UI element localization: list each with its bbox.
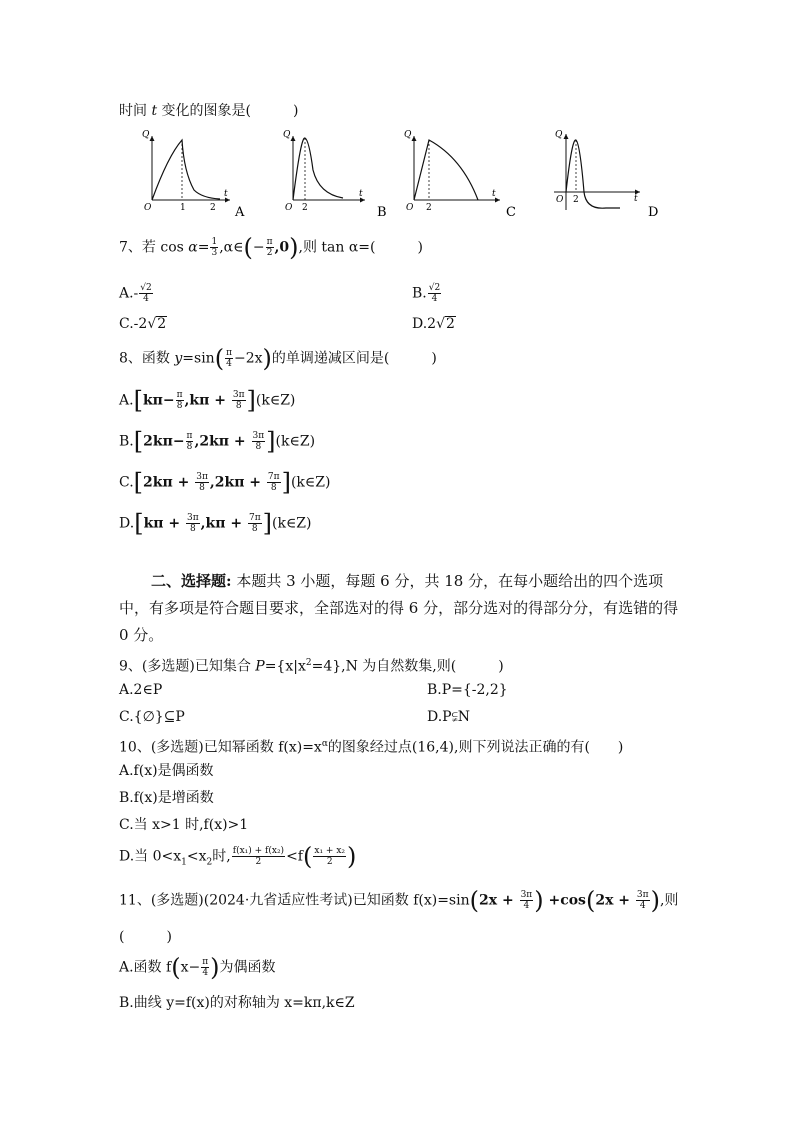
frac-den: 4	[226, 359, 232, 369]
frac-num: 3π	[520, 890, 533, 900]
option-text: ,2kπ +	[209, 474, 266, 491]
option-text: B.f(x)是增函数	[119, 790, 214, 806]
intro-text: 时间	[119, 103, 152, 119]
q9-stem	[119, 653, 504, 677]
paren-right: )	[347, 842, 357, 871]
bracket-left: [	[133, 468, 144, 497]
option-label: C.-2	[119, 316, 148, 332]
frac-num: √2	[140, 283, 152, 293]
option-fraction	[267, 472, 281, 493]
frac-den: 4	[143, 294, 149, 304]
bracket-left: [	[134, 509, 144, 538]
option-fraction	[313, 846, 346, 867]
paren-left: (	[585, 886, 596, 915]
option-fraction	[195, 472, 209, 493]
q7-option-b[interactable]	[412, 283, 442, 304]
frac-den: 2	[255, 857, 262, 867]
q11-fraction	[636, 890, 650, 911]
q9-option-b[interactable]	[427, 680, 508, 700]
paren-right: )	[262, 344, 272, 373]
q8-text: −2x	[234, 350, 263, 367]
q9-option-c[interactable]	[119, 707, 185, 727]
paren-left: (	[243, 233, 253, 262]
option-fraction	[186, 431, 194, 452]
tick-2-label: 2	[573, 195, 579, 205]
frac-den: 4	[523, 901, 530, 911]
frac-num: 3π	[232, 390, 245, 400]
section-heading: 二、选择题:	[151, 572, 232, 590]
q7-option-c[interactable]	[119, 314, 167, 334]
option-text: (k∈Z)	[255, 392, 296, 409]
option-fraction	[139, 283, 152, 304]
bracket-left: [	[133, 386, 143, 415]
q7-text: −	[252, 239, 265, 256]
axis-q-label: Q	[283, 130, 291, 140]
option-text: <x	[186, 848, 207, 865]
option-label: B.	[119, 433, 134, 450]
q10-text: 10、(多选题)已知幂函数 f(x)=x	[119, 739, 322, 756]
option-fraction	[176, 390, 184, 411]
option-text: D.当 0<x	[119, 848, 182, 865]
q8-var: y	[174, 350, 183, 367]
frac-num: √2	[428, 283, 441, 293]
frac-den: 8	[189, 524, 196, 534]
tick-2-label: 2	[302, 203, 308, 213]
intro-text-end: 变化的图象是( )	[157, 103, 299, 119]
option-fraction	[232, 846, 285, 867]
subscript: 2	[206, 857, 213, 868]
frac-den: 4	[431, 294, 438, 304]
frac-num: π	[186, 431, 193, 441]
q11-text: ,则	[659, 892, 679, 909]
paren-right: )	[650, 886, 660, 915]
option-text: 2kπ−	[143, 433, 185, 450]
tick-2-label: 2	[426, 203, 432, 213]
option-text: (k∈Z)	[290, 474, 331, 491]
option-text: 为偶函数	[219, 959, 276, 976]
q9-sup: 2	[305, 658, 312, 668]
q7-text: ,0	[274, 239, 290, 256]
frac-den: 8	[176, 401, 183, 411]
option-text: A.2∈P	[119, 682, 163, 698]
option-text: 2kπ +	[143, 474, 195, 491]
axis-t-label: t	[359, 189, 363, 199]
tick-1-label: 1	[180, 203, 186, 213]
option-text: A.函数 f	[119, 959, 172, 976]
frac-den: 8	[235, 401, 242, 411]
q11-text: 2x +	[595, 892, 635, 909]
option-fraction	[252, 431, 266, 452]
q7-option-d[interactable]	[412, 314, 456, 334]
q9-text: ={x|x	[264, 658, 306, 675]
q7-text: =	[197, 239, 210, 256]
q8-option-c[interactable]	[119, 468, 331, 497]
option-text: <f	[286, 848, 303, 865]
axis-q-label: Q	[404, 130, 412, 140]
q10-option-d[interactable]	[119, 842, 357, 872]
frac-den: 8	[199, 483, 205, 493]
frac-den: 8	[255, 442, 262, 452]
bracket-left: [	[133, 427, 144, 456]
frac-num: 3π	[636, 890, 649, 900]
graph-c-label: C	[506, 205, 516, 220]
sqrt-sign: √	[436, 316, 446, 332]
graph-a	[140, 128, 250, 220]
axis-q-label: Q	[555, 130, 563, 140]
q7-stem	[119, 233, 423, 262]
option-label: C.	[119, 474, 134, 491]
option-text: A.f(x)是偶函数	[119, 763, 214, 779]
q7-text: 7、若 cos	[119, 239, 189, 256]
option-text: (k∈Z)	[275, 433, 316, 450]
tick-2-label: 2	[210, 203, 216, 213]
q7-fraction	[210, 237, 218, 258]
q9-text: =4},N 为自然数集,则( )	[311, 658, 504, 675]
q11-text: 11、(多选题)(2024·九省适应性考试)已知函数 f(x)=sin	[119, 892, 470, 909]
origin-label: O	[144, 203, 152, 213]
subscript: 1	[181, 857, 187, 868]
frac-num: 1	[211, 237, 218, 247]
frac-den: 8	[270, 483, 277, 493]
paren-left: (	[303, 842, 313, 871]
option-fraction	[232, 390, 246, 411]
q8-option-a[interactable]	[119, 386, 296, 415]
q10-option-c[interactable]	[119, 815, 248, 835]
q11-option-b[interactable]	[119, 993, 355, 1013]
q7-text: ,α∈	[219, 239, 244, 256]
option-text: B.P={-2,2}	[427, 682, 508, 698]
graph-c	[402, 128, 527, 220]
paren-left: (	[469, 886, 479, 915]
option-text: kπ−	[142, 392, 175, 409]
frac-num: 3π	[196, 472, 208, 482]
option-fraction	[428, 283, 441, 304]
option-text: D.P⫋N	[427, 709, 471, 725]
frac-num: 3π	[252, 431, 265, 441]
frac-den: 4	[202, 968, 209, 978]
graph-d-label: D	[648, 205, 659, 220]
frac-den: 2	[266, 248, 273, 258]
graph-d	[548, 128, 668, 220]
q8-fraction	[225, 348, 233, 369]
graph-a-label: A	[235, 205, 245, 220]
frac-num: π	[176, 390, 183, 400]
q8-option-b[interactable]	[119, 427, 316, 456]
q10-sup: α	[321, 739, 328, 749]
option-label: D.	[119, 515, 135, 532]
frac-num: 3π	[187, 513, 199, 523]
axis-t-label: t	[492, 189, 496, 199]
q8-text: =sin	[182, 350, 215, 367]
option-fraction	[248, 513, 262, 534]
sqrt-sign: √	[147, 316, 157, 332]
option-fraction	[186, 513, 200, 534]
bracket-right: ]	[262, 509, 272, 538]
q11-answer-paren	[119, 927, 172, 947]
intro-line	[119, 101, 298, 121]
q10-option-b[interactable]	[119, 788, 214, 808]
q9-option-a[interactable]	[119, 680, 162, 700]
q10-stem	[119, 734, 623, 758]
q11-option-a[interactable]	[119, 953, 276, 982]
axis-t-label: t	[224, 189, 228, 199]
option-text: kπ +	[143, 515, 185, 532]
option-label: A.-	[119, 285, 139, 302]
frac-num: π	[266, 237, 273, 247]
option-text: C.当 x>1 时,f(x)>1	[119, 817, 249, 833]
frac-num: x₁ + x₂	[314, 846, 346, 856]
q9-text: 9、(多选题)已知集合	[119, 658, 256, 675]
option-text: ,kπ +	[184, 392, 231, 409]
bracket-right: ]	[281, 468, 291, 497]
option-fraction	[201, 957, 209, 978]
frac-den: 4	[639, 901, 646, 911]
option-text: ,kπ +	[200, 515, 247, 532]
bracket-right: ]	[246, 386, 256, 415]
origin-label: O	[556, 195, 564, 205]
q7-var: α	[188, 239, 198, 256]
q8-stem	[119, 344, 437, 373]
axis-t-label: t	[634, 194, 638, 204]
paren-left: (	[171, 953, 181, 982]
option-text: ,2kπ +	[194, 433, 251, 450]
q10-text: 的图象经过点(16,4),则下列说法正确的有( )	[327, 739, 624, 756]
bracket-right: ]	[266, 427, 276, 456]
radicand: 2	[446, 316, 455, 332]
q7-text: ,则 tan α=( )	[298, 239, 423, 256]
graph-b	[283, 128, 393, 220]
q8-text: 的单调递减区间是( )	[271, 350, 437, 367]
frac-den: 3	[211, 248, 218, 258]
q11-fraction	[520, 890, 534, 911]
q10-option-a[interactable]	[119, 761, 214, 781]
origin-label: O	[285, 203, 293, 213]
paren-right: )	[210, 953, 220, 982]
frac-den: 8	[186, 442, 193, 452]
frac-num: 7π	[248, 513, 261, 523]
option-text: (k∈Z)	[272, 515, 312, 532]
q7-fraction	[266, 237, 274, 258]
paren-right: )	[534, 886, 544, 915]
option-text: B.曲线 y=f(x)的对称轴为 x=kπ,k∈Z	[119, 995, 355, 1011]
frac-num: π	[202, 957, 209, 967]
answer-paren: ( )	[119, 929, 172, 945]
q11-text: +cos	[543, 892, 586, 909]
graph-b-label: B	[377, 205, 387, 220]
q9-option-d[interactable]	[427, 707, 470, 727]
section-body: 本题共 3 小题，每题 6 分，共 18 分，在每小题给出的四个选项中，有多项是符合题目要求，全部选对的得 6 分，部分选对的得部分分，有选错的得 0 分。	[119, 572, 679, 644]
q8-text: 8、函数	[119, 350, 175, 367]
origin-label: O	[406, 203, 414, 213]
option-text: C.{∅}⊆P	[119, 709, 185, 725]
option-text: x−	[180, 959, 201, 976]
option-text: 时,	[212, 848, 231, 865]
paren-right: )	[289, 233, 299, 262]
frac-num: f(x₁) + f(x₂)	[232, 846, 285, 856]
frac-den: 8	[251, 524, 258, 534]
q9-var: P	[255, 658, 265, 675]
option-label: D.2	[412, 316, 437, 332]
radicand: 2	[157, 316, 167, 332]
section-2-intro	[119, 568, 679, 649]
option-label: B.	[412, 285, 427, 302]
option-label: A.	[119, 392, 134, 409]
q8-option-d[interactable]	[119, 509, 312, 538]
intro-var: t	[151, 103, 158, 119]
frac-num: 7π	[267, 472, 280, 482]
axis-q-label: Q	[142, 130, 150, 140]
frac-num: π	[226, 348, 232, 358]
paren-left: (	[214, 344, 225, 373]
frac-den: 2	[326, 857, 333, 867]
q11-stem	[119, 886, 679, 915]
q7-option-a[interactable]	[119, 283, 154, 304]
q11-text: 2x +	[478, 892, 519, 909]
